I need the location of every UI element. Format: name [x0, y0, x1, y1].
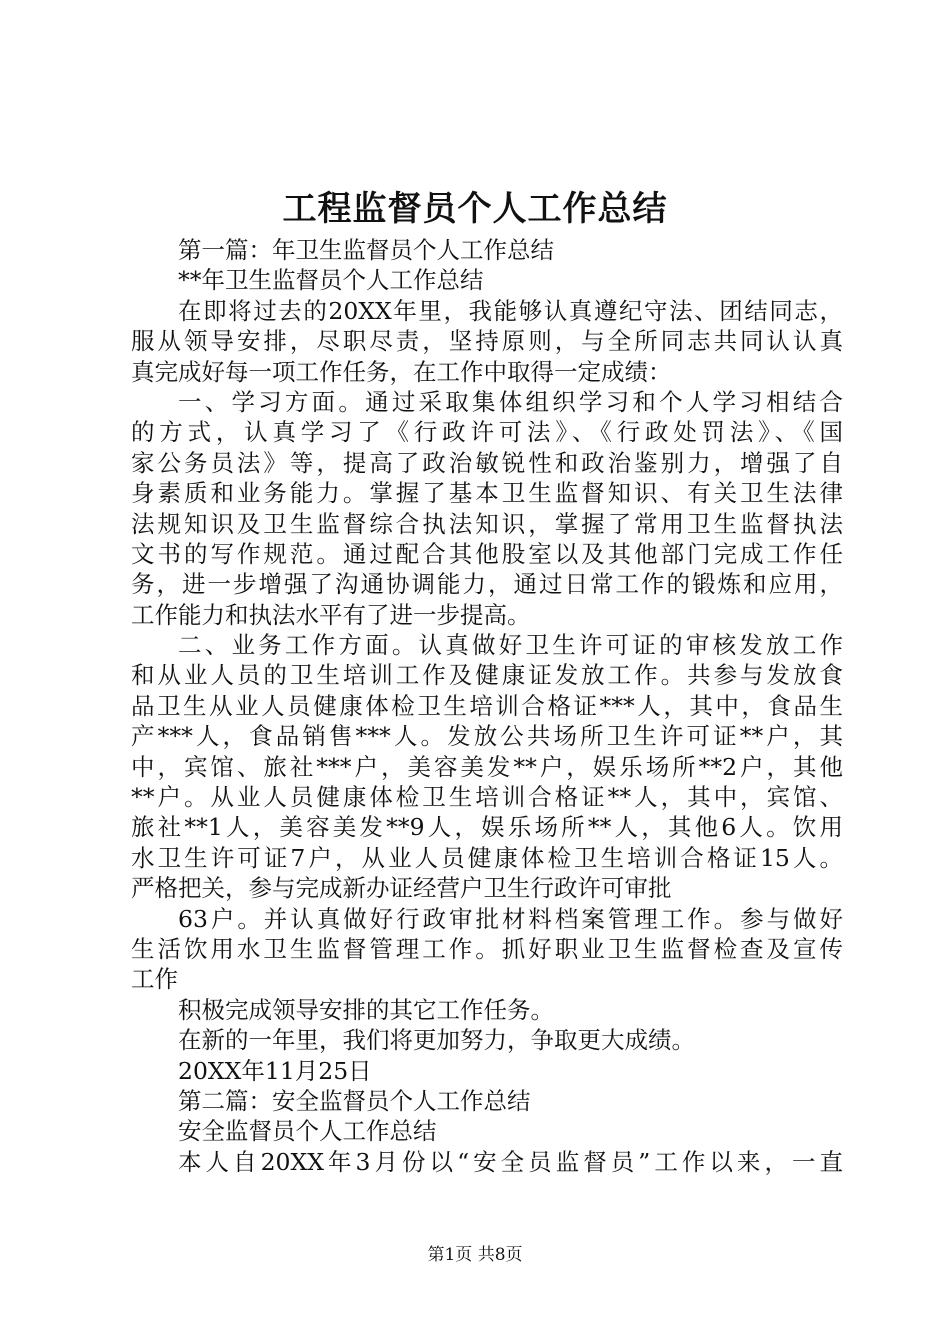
text-line: 身素质和业务能力。掌握了基本卫生监督知识、有关卫生法律 — [131, 479, 843, 508]
text-line: 严格把关，参与完成新办证经营户卫生行政许可审批 — [131, 874, 672, 903]
text-line: 的方式，认真学习了《行政许可法》、《行政处罚法》、《国 — [131, 418, 843, 447]
text-line: 务，进一步增强了沟通协调能力，通过日常工作的锻炼和应用， — [131, 570, 843, 599]
text-line: 安全监督员个人工作总结 — [178, 1117, 437, 1146]
text-line: 和从业人员的卫生培训工作及健康证发放工作。共参与发放食 — [131, 661, 843, 690]
text-line: 中，宾馆、旅社***户，美容美发**户，娱乐场所**2户，其他 — [131, 752, 843, 781]
document-title: 工程监督员个人工作总结 — [282, 189, 668, 229]
text-line: 第二篇：安全监督员个人工作总结 — [178, 1086, 531, 1115]
text-line: 20XX年11月25日 — [178, 1056, 372, 1085]
text-line: 63户。并认真做好行政审批材料档案管理工作。参与做好 — [178, 904, 843, 933]
text-line: 家公务员法》等，提高了政治敏锐性和政治鉴别力，增强了自 — [131, 448, 843, 477]
text-line: 文书的写作规范。通过配合其他股室以及其他部门完成工作任 — [131, 539, 843, 568]
text-line: 积极完成领导安排的其它工作任务。 — [178, 995, 554, 1024]
text-line: 产***人，食品销售***人。发放公共场所卫生许可证**户，其 — [131, 722, 843, 751]
text-line: 本人自20XX年3月份以“安全员监督员”工作以来，一直 — [178, 1147, 843, 1176]
text-line: 真完成好每一项工作任务，在工作中取得一定成绩： — [131, 357, 672, 386]
document-body — [131, 235, 843, 1177]
text-line: 工作 — [131, 965, 178, 994]
text-line: 品卫生从业人员健康体检卫生培训合格证***人，其中，食品生 — [131, 691, 843, 720]
text-line: **年卫生监督员个人工作总结 — [178, 266, 484, 295]
text-line: 服从领导安排，尽职尽责，坚持原则，与全所同志共同认认真 — [131, 327, 843, 356]
text-line: 第一篇：年卫生监督员个人工作总结 — [178, 236, 554, 264]
text-line: 在新的一年里，我们将更加努力，争取更大成绩。 — [178, 1026, 695, 1055]
text-line: 生活饮用水卫生监督管理工作。抓好职业卫生监督检查及宣传 — [131, 934, 843, 963]
text-line: 在即将过去的20XX年里，我能够认真遵纪守法、团结同志， — [178, 296, 843, 325]
text-line: 水卫生许可证7户，从业人员健康体检卫生培训合格证15人。 — [131, 843, 843, 872]
text-line: 二、业务工作方面。认真做好卫生许可证的审核发放工作 — [178, 631, 843, 660]
text-line: **户。从业人员健康体检卫生培训合格证**人，其中，宾馆、 — [131, 783, 843, 812]
text-line: 工作能力和执法水平有了进一步提高。 — [131, 600, 531, 629]
text-line: 一、学习方面。通过采取集体组织学习和个人学习相结合 — [178, 387, 843, 416]
text-line: 法规知识及卫生监督综合执法知识，掌握了常用卫生监督执法 — [131, 509, 843, 538]
page-number-footer: 第1页 共8页 — [427, 1245, 523, 1265]
text-line: 旅社**1人，美容美发**9人，娱乐场所**人，其他6人。饮用 — [131, 813, 843, 842]
